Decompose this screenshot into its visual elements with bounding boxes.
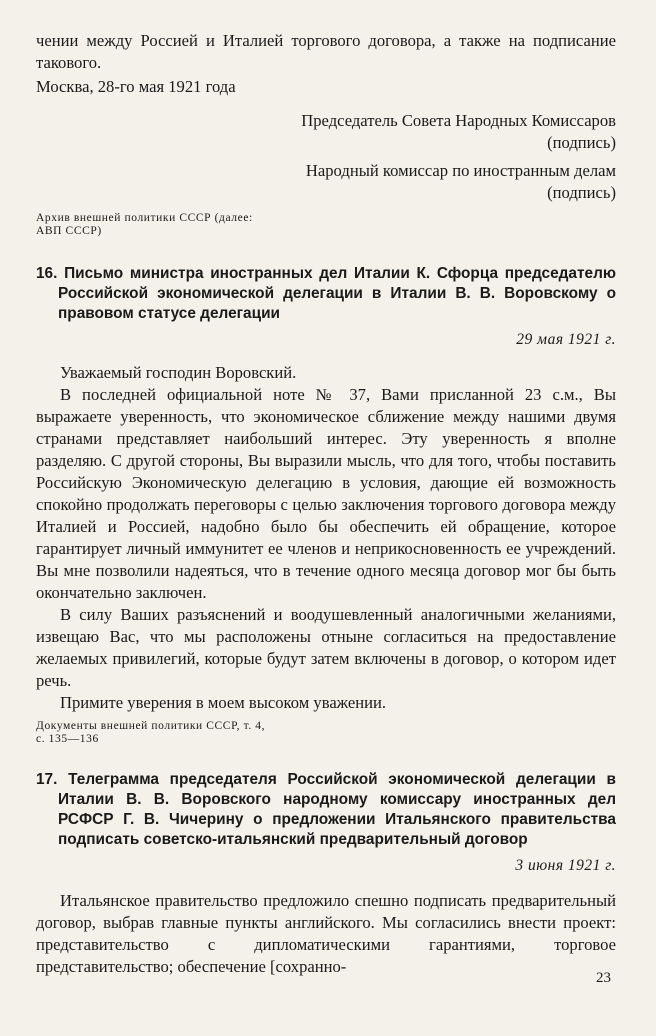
doc16-source (36, 720, 616, 746)
doc16-paragraph-1: В последней официальной ноте № 37, Вами присланной 23 с.м., Вы выражаете уверенность, что экономическое сближение между нашими двумя странами представляет наибольший интерес. Эту уверенность я вполне разделяю. С другой стороны, Вы выразили мысль, что для того, чтобы поставить Российскую Экономическую делегацию в условия, дающие ей возможность спокойно продолжать переговоры с целью заключения торгового договора между Италией и Россией, надобно было бы обеспечить ей обращение, которое гарантирует личный иммунитет ее членов и неприкосновенность ее учреждений. Вы мне позволили надеяться, что в течение одного месяца договор мог бы быть окончательно заключен. (36, 385, 616, 602)
page-number: 23 (596, 970, 611, 986)
archive-source-line-2: АВП СССР) (36, 225, 102, 237)
doc16-date: 29 мая 1921 г. (516, 331, 616, 348)
signature-title-2: Народный комиссар по иностранным делам (305, 161, 616, 180)
place-date: Москва, 28-го мая 1921 года (36, 77, 236, 96)
doc16-source-line-1: Документы внешней политики СССР, т. 4, (36, 720, 266, 732)
signature-title-1: Председатель Совета Народных Комиссаров (301, 111, 616, 130)
doc17-paragraph-1: Итальянское правительство предложило спешно подписать предварительный договор, выбрав главные пункты английского. Мы согласились внести проект: представительство с дипломатическими гарантиями, торговое представительство; обеспечение [сохранно- (36, 891, 616, 976)
doc16-salutation: Уважаемый господин Воровский. (60, 363, 297, 382)
doc17-heading: 17. Телеграмма председателя Российской экономической делегации в Италии В. В. Воровского народному комиссару иностранных дел РСФСР Г. В. Чичерину о предложении Итальянского правительства подписать советско-итальянский предварительный договор (36, 771, 616, 848)
archive-source-line-1: Архив внешней политики СССР (далее: (36, 212, 253, 224)
doc16-source-line-2: с. 135—136 (36, 733, 99, 745)
document-page (36, 30, 616, 978)
archive-source (36, 212, 616, 238)
continuation-text: чении между Россией и Италией торгового договора, а также на подписание такового. (36, 31, 616, 72)
doc17-date: 3 июня 1921 г. (515, 857, 616, 874)
doc16-heading: 16. Письмо министра иностранных дел Италии К. Сфорца председателю Российской экономической делегации в Италии В. В. Воровскому о правовом статусе делегации (36, 265, 616, 322)
signature-note-2: (подпись) (547, 183, 616, 202)
doc16-paragraph-2: В силу Ваших разъяснений и воодушевленный аналогичными желаниями, извещаю Вас, что мы расположены отныне согласиться на предоставление желаемых привилегий, которые будут затем включены в договор, о котором идет речь. (36, 605, 616, 690)
signature-note-1: (подпись) (547, 133, 616, 152)
doc16-closing: Примите уверения в моем высоком уважении. (60, 693, 387, 712)
